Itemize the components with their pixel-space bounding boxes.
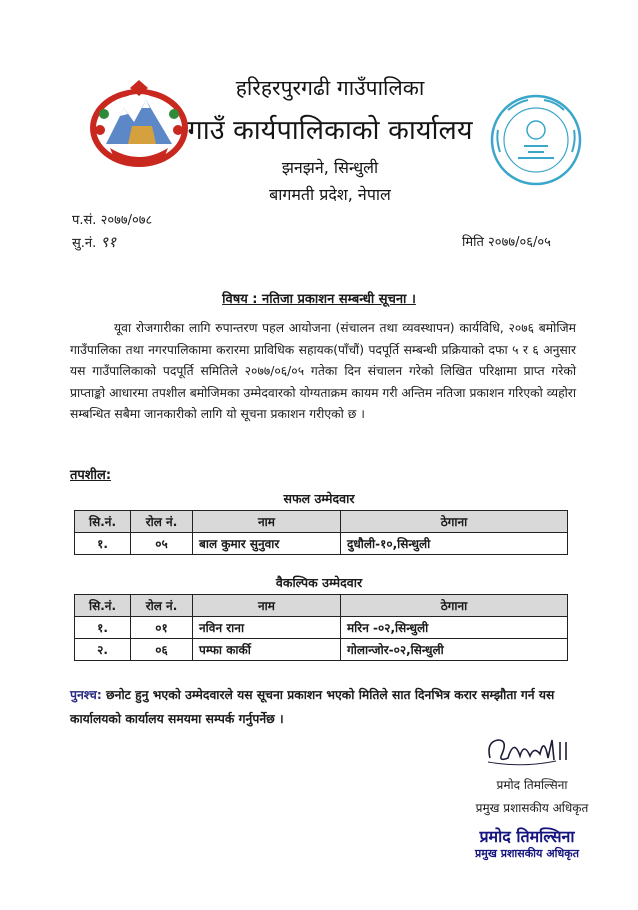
table-row — [75, 533, 568, 555]
column-header: ठेगाना — [341, 511, 568, 533]
column-header: सि.नं. — [75, 595, 131, 617]
alternate-candidates-table — [74, 594, 568, 661]
successful-candidates-caption: सफल उम्मेदवार — [283, 491, 355, 506]
table-row — [75, 617, 568, 639]
address-cell: गोलान्जोर-०२,सिन्धुली — [341, 639, 568, 661]
office-location: झनझने, सिन्धुली — [281, 158, 379, 177]
column-header: रोल नं. — [131, 595, 193, 617]
table-row — [75, 639, 568, 661]
candidate-name-cell: बाल कुमार सुनुवार — [193, 533, 341, 555]
alternate-candidates-caption: वैकल्पिक उम्मेदवार — [275, 575, 363, 590]
column-header: रोल नं. — [131, 511, 193, 533]
dispatch-number-label: सु.नं. — [72, 236, 97, 251]
notice-body: यूवा रोजगारीका लागि रुपान्तरण पहल आयोजना (संचालन तथा व्यवस्थापन) कार्यविधि, २०७६ बमोजिम गाउँपालिका तथा नगरपालिकामा करारमा प्राविधिक सहायक(पाँचौं) पदपूर्ति सम्बन्धी प्रक्रियाको दफा ५ र ६ अनुसार यस गाउँपालिकाको पदपूर्ति समितिले २०७७/०६/०५ गतेका दिन संचालन गरेको लिखित परिक्षामा प्राप्त गरेको प्राप्ताङ्को आधारमा तपशील बमोजिमका उम्मेदवारको योग्यताक्रम कायम गरी अन्तिम नतिजा प्रकाशन गरिएको व्यहोरा सम्बन्धित सबैमा जानकारीको लागि यो सूचना प्रकाशन गरीएको छ । — [70, 321, 576, 422]
serial-number-cell: १. — [75, 617, 131, 639]
successful-candidates-table — [74, 510, 568, 555]
candidate-name-cell: पम्फा कार्की — [193, 639, 341, 661]
table-header-row — [75, 595, 568, 617]
dispatch-number-value: ९१ — [100, 233, 117, 251]
letter-ref-number: प.सं. २०७७/०७८ — [72, 213, 153, 228]
column-header: ठेगाना — [341, 595, 568, 617]
office-province: बागमती प्रदेश, नेपाल — [269, 185, 391, 204]
column-header: सि.नं. — [75, 511, 131, 533]
municipality-name: हरिहरपुरगढी गाउँपालिका — [235, 76, 425, 100]
dispatch-number — [72, 232, 116, 252]
roll-number-cell: ०१ — [131, 617, 193, 639]
stamp-name: प्रमोद तिमल्सिना — [479, 827, 575, 846]
letter-date: मिति २०७७/०६/०५ — [462, 235, 551, 250]
stamp-title: प्रमुख प्रशासकीय अधिकृत — [475, 847, 579, 860]
subject-line: विषय : नतिजा प्रकाशन सम्बन्धी सूचना । — [222, 292, 416, 307]
postscript-note — [70, 683, 576, 731]
postscript-text: छनोट हुनु भएको उम्मेदवारले यस सूचना प्रकाशन भएको मितिले सात दिनभित्र करार सम्झौता गर्न यस कार्यालयको कार्यालय समयमा सम्पर्क गर्नुपर्नेछ । — [70, 688, 555, 726]
signatory-title: प्रमुख प्रशासकीय अधिकृत — [475, 801, 589, 815]
office-name: गाउँ कार्यपालिकाको कार्यालय — [187, 115, 473, 146]
serial-number-cell: २. — [75, 639, 131, 661]
column-header: नाम — [193, 595, 341, 617]
roll-number-cell: ०६ — [131, 639, 193, 661]
address-cell: मरिन -०२,सिन्धुली — [341, 617, 568, 639]
serial-number-cell: १. — [75, 533, 131, 555]
signature-icon — [482, 728, 574, 770]
candidate-name-cell: नविन राना — [193, 617, 341, 639]
address-cell: दुधौली-१०,सिन्धुली — [341, 533, 568, 555]
details-label: तपशील: — [70, 468, 112, 483]
table-header-row — [75, 511, 568, 533]
column-header: नाम — [193, 511, 341, 533]
roll-number-cell: ०५ — [131, 533, 193, 555]
postscript-label: पुनश्च: — [70, 688, 102, 702]
signatory-name: प्रमोद तिमल्सिना — [496, 778, 568, 792]
